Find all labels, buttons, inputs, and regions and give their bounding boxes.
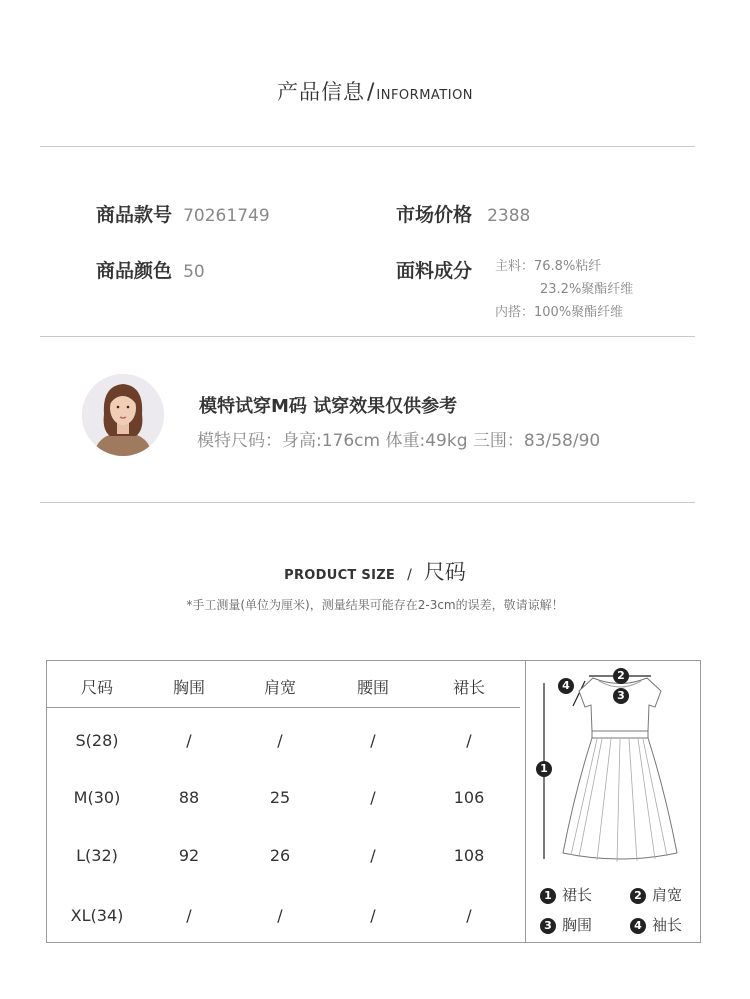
marker-2-icon: 2 bbox=[613, 668, 629, 684]
price-label: 市场价格 bbox=[396, 204, 473, 226]
number-1-icon: 1 bbox=[540, 888, 556, 904]
table-cell: / bbox=[370, 846, 376, 865]
table-header-cell: 裙长 bbox=[452, 678, 485, 697]
fabric-line: 主料：76.8%粘纤 bbox=[495, 259, 602, 274]
fabric-line: 内搭：100%聚酯纤维 bbox=[495, 305, 624, 320]
table-cell: 92 bbox=[178, 846, 200, 865]
table-cell: / bbox=[370, 731, 376, 750]
divider bbox=[40, 146, 695, 147]
table-cell: XL(34) bbox=[70, 906, 124, 925]
fabric-line: 23.2%聚酯纤维 bbox=[540, 282, 634, 297]
legend-item-2 bbox=[630, 884, 682, 905]
dress-diagram bbox=[527, 661, 699, 871]
marker-1-icon: 1 bbox=[536, 761, 552, 777]
price-value: 2388 bbox=[487, 206, 531, 226]
color-label: 商品颜色 bbox=[96, 260, 173, 282]
table-cell: 106 bbox=[453, 788, 485, 807]
table-cell: L(32) bbox=[76, 846, 118, 865]
number-3-icon: 3 bbox=[540, 918, 556, 934]
model-fit-note: 模特试穿M码 试穿效果仅供参考 bbox=[199, 396, 458, 417]
table-header-line bbox=[46, 707, 520, 708]
legend-label: 胸围 bbox=[562, 916, 593, 934]
size-title bbox=[0, 556, 750, 586]
size-title-slash: / bbox=[407, 567, 412, 583]
info-title bbox=[0, 76, 750, 106]
table-cell: / bbox=[277, 906, 283, 925]
table-cell: / bbox=[370, 906, 376, 925]
table-cell: 26 bbox=[269, 846, 291, 865]
table-header-cell: 腰围 bbox=[356, 678, 389, 697]
marker-4-icon: 4 bbox=[558, 678, 574, 694]
table-cell: 25 bbox=[269, 788, 291, 807]
size-title-en: PRODUCT SIZE bbox=[284, 568, 396, 583]
size-title-cn: 尺码 bbox=[423, 560, 466, 584]
model-measurements: 模特尺码：身高:176cm 体重:49kg 三围：83/58/90 bbox=[197, 431, 601, 451]
table-cell: / bbox=[466, 731, 472, 750]
legend-label: 袖长 bbox=[652, 916, 683, 934]
item-no-label: 商品款号 bbox=[96, 204, 173, 226]
table-cell: / bbox=[466, 906, 472, 925]
item-no-value: 70261749 bbox=[183, 206, 270, 226]
model-avatar bbox=[82, 374, 164, 456]
item-no-row bbox=[96, 200, 270, 227]
info-title-slash: / bbox=[366, 80, 375, 105]
table-cell: / bbox=[186, 906, 192, 925]
number-2-icon: 2 bbox=[630, 888, 646, 904]
table-cell: / bbox=[186, 731, 192, 750]
color-value: 50 bbox=[183, 262, 205, 282]
color-row bbox=[96, 256, 205, 283]
table-cell: M(30) bbox=[73, 788, 121, 807]
table-header-cell: 胸围 bbox=[172, 678, 205, 697]
table-cell: / bbox=[370, 788, 376, 807]
table-header-cell: 肩宽 bbox=[263, 678, 296, 697]
number-4-icon: 4 bbox=[630, 918, 646, 934]
legend-label: 肩宽 bbox=[652, 886, 683, 904]
size-note: *手工测量(单位为厘米)，测量结果可能存在2-3cm的误差，敬请谅解！ bbox=[186, 598, 564, 612]
table-cell: 108 bbox=[453, 846, 485, 865]
divider bbox=[40, 336, 695, 337]
legend-item-3 bbox=[540, 914, 592, 935]
legend-label: 裙长 bbox=[562, 886, 593, 904]
fabric-label: 面料成分 bbox=[396, 260, 473, 282]
table-cell: S(28) bbox=[75, 731, 119, 750]
table-cell: 88 bbox=[178, 788, 200, 807]
price-row bbox=[396, 200, 530, 227]
marker-3-icon: 3 bbox=[613, 688, 629, 704]
legend-item-1 bbox=[540, 884, 592, 905]
divider bbox=[40, 502, 695, 503]
table-header-cell: 尺码 bbox=[80, 678, 113, 697]
info-title-en: INFORMATION bbox=[376, 88, 474, 103]
info-title-cn: 产品信息 bbox=[276, 80, 365, 104]
table-divider bbox=[525, 660, 526, 943]
table-cell: / bbox=[277, 731, 283, 750]
legend-item-4 bbox=[630, 914, 682, 935]
